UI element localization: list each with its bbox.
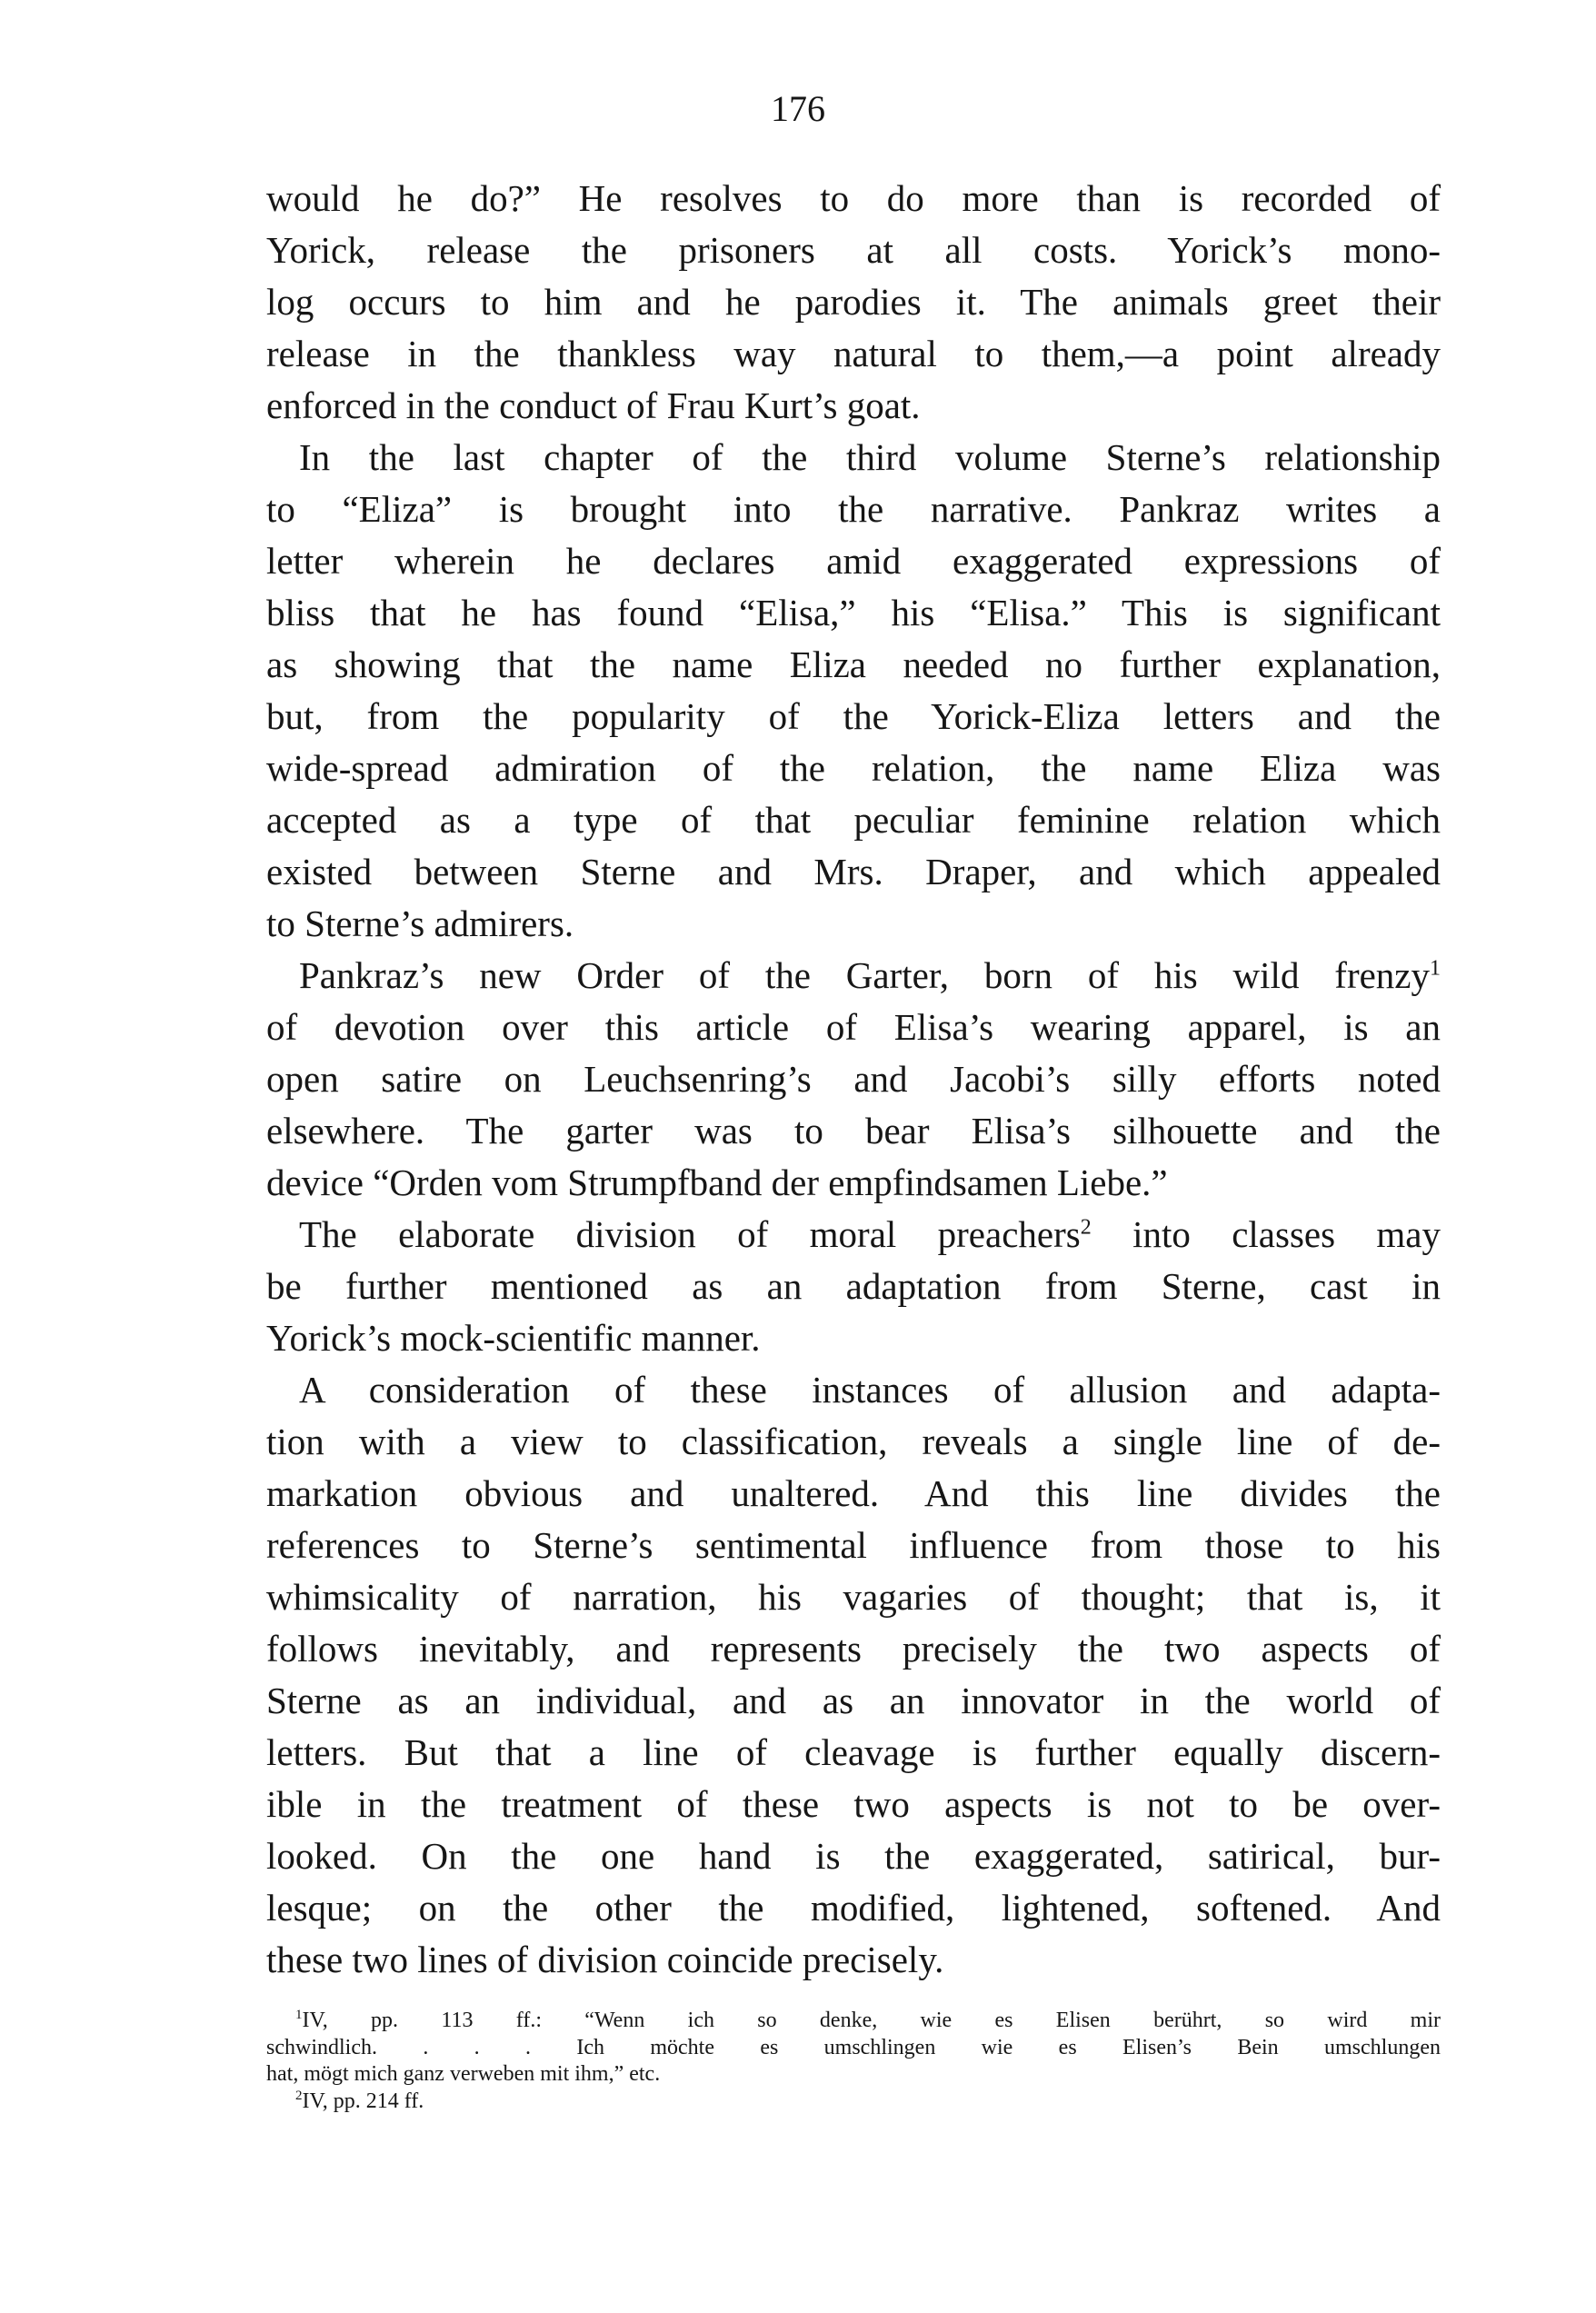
text-line: Yorick, release the prisoners at all costs. Yorick’s mono-	[266, 229, 1441, 271]
text-line: log occurs to him and he parodies it. The animals greet their	[266, 281, 1441, 323]
text-line: accepted as a type of that peculiar feminine relation which	[266, 799, 1441, 841]
body-text	[266, 173, 1441, 1986]
text-line: would he do?” He resolves to do more than is recorded of	[266, 177, 1441, 219]
text-line: device “Orden vom Strumpfband der empfindsamen Liebe.”	[266, 1161, 1168, 1203]
text-line: lesque; on the other the modified, lightened, softened. And	[266, 1887, 1441, 1929]
text-line: enforced in the conduct of Frau Kurt’s goat.	[266, 384, 921, 426]
text-line: open satire on Leuchsenring’s and Jacobi’s silly efforts noted	[266, 1058, 1441, 1100]
text-line: markation obvious and unaltered. And this line divides the	[266, 1472, 1441, 1514]
text-line	[266, 1209, 1441, 1261]
text-span: The elaborate division of moral preachers	[299, 1213, 1081, 1255]
footnote-mark: 2	[295, 2088, 303, 2103]
text-line: be further mentioned as an adaptation from Sterne, cast in	[266, 1265, 1441, 1307]
text-line: Sterne as an individual, and as an innovator in the world of	[266, 1680, 1441, 1721]
footnote-line: schwindlich. . . . Ich möchte es umschlingen wie es Elisen’s Bein umschlungen	[266, 2035, 1441, 2059]
footnotes	[266, 2008, 1441, 2115]
text-line: references to Sterne’s sentimental influence from those to his	[266, 1524, 1441, 1566]
text-line: tion with a view to classification, reveals a single line of de-	[266, 1421, 1441, 1462]
footnote-ref-2[interactable]: 2	[1080, 1215, 1092, 1240]
text-line: whimsicality of narration, his vagaries of thought; that is, it	[266, 1576, 1441, 1618]
text-line: letter wherein he declares amid exaggerated expressions of	[266, 540, 1441, 582]
text-line: Yorick’s mock-scientific manner.	[266, 1317, 761, 1359]
text-line: release in the thankless way natural to them,—a point already	[266, 333, 1441, 374]
text-line: In the last chapter of the third volume Sterne’s relationship	[299, 436, 1441, 478]
text-line: A consideration of these instances of allusion and adapta-	[299, 1369, 1441, 1411]
text-line: these two lines of division coincide precisely.	[266, 1939, 944, 1980]
text-line: wide-spread admiration of the relation, the name Eliza was	[266, 747, 1441, 789]
page-number: 176	[771, 88, 825, 129]
text-line: as showing that the name Eliza needed no further explanation,	[266, 643, 1441, 685]
text-line: ible in the treatment of these two aspects is not to be over-	[266, 1783, 1441, 1825]
text-line: existed between Sterne and Mrs. Draper, and which appealed	[266, 851, 1441, 892]
text-line: to Sterne’s admirers.	[266, 902, 574, 944]
footnote-1	[266, 2008, 1441, 2035]
footnote-2	[266, 2089, 1441, 2116]
text-line: of devotion over this article of Elisa’s wearing apparel, is an	[266, 1006, 1441, 1048]
footnote-line: hat, mögt mich ganz verweben mit ihm,” etc.	[266, 2062, 661, 2086]
text-line: follows inevitably, and represents precisely the two aspects of	[266, 1628, 1441, 1670]
text-line	[266, 950, 1441, 1002]
text-line: bliss that he has found “Elisa,” his “Elisa.” This is significant	[266, 592, 1441, 633]
text-line: elsewhere. The garter was to bear Elisa’s silhouette and the	[266, 1110, 1441, 1152]
footnote-text: IV, pp. 113 ff.: “Wenn ich so denke, wie es Elisen berührt, so wird mir	[302, 2009, 1441, 2032]
text-line: but, from the popularity of the Yorick-Eliza letters and the	[266, 695, 1441, 737]
text-span: into classes may	[1091, 1213, 1441, 1255]
text-line: to “Eliza” is brought into the narrative. Pankraz writes a	[266, 488, 1441, 530]
footnote-mark: 1	[295, 2008, 303, 2022]
text-line: letters. But that a line of cleavage is further equally discern-	[266, 1731, 1441, 1773]
footnote-text: IV, pp. 214 ff.	[302, 2089, 424, 2113]
text-line: looked. On the one hand is the exaggerated, satirical, bur-	[266, 1835, 1441, 1877]
footnote-ref-1[interactable]: 1	[1430, 956, 1441, 981]
text-span: Pankraz’s new Order of the Garter, born of his wild frenzy	[299, 954, 1430, 996]
